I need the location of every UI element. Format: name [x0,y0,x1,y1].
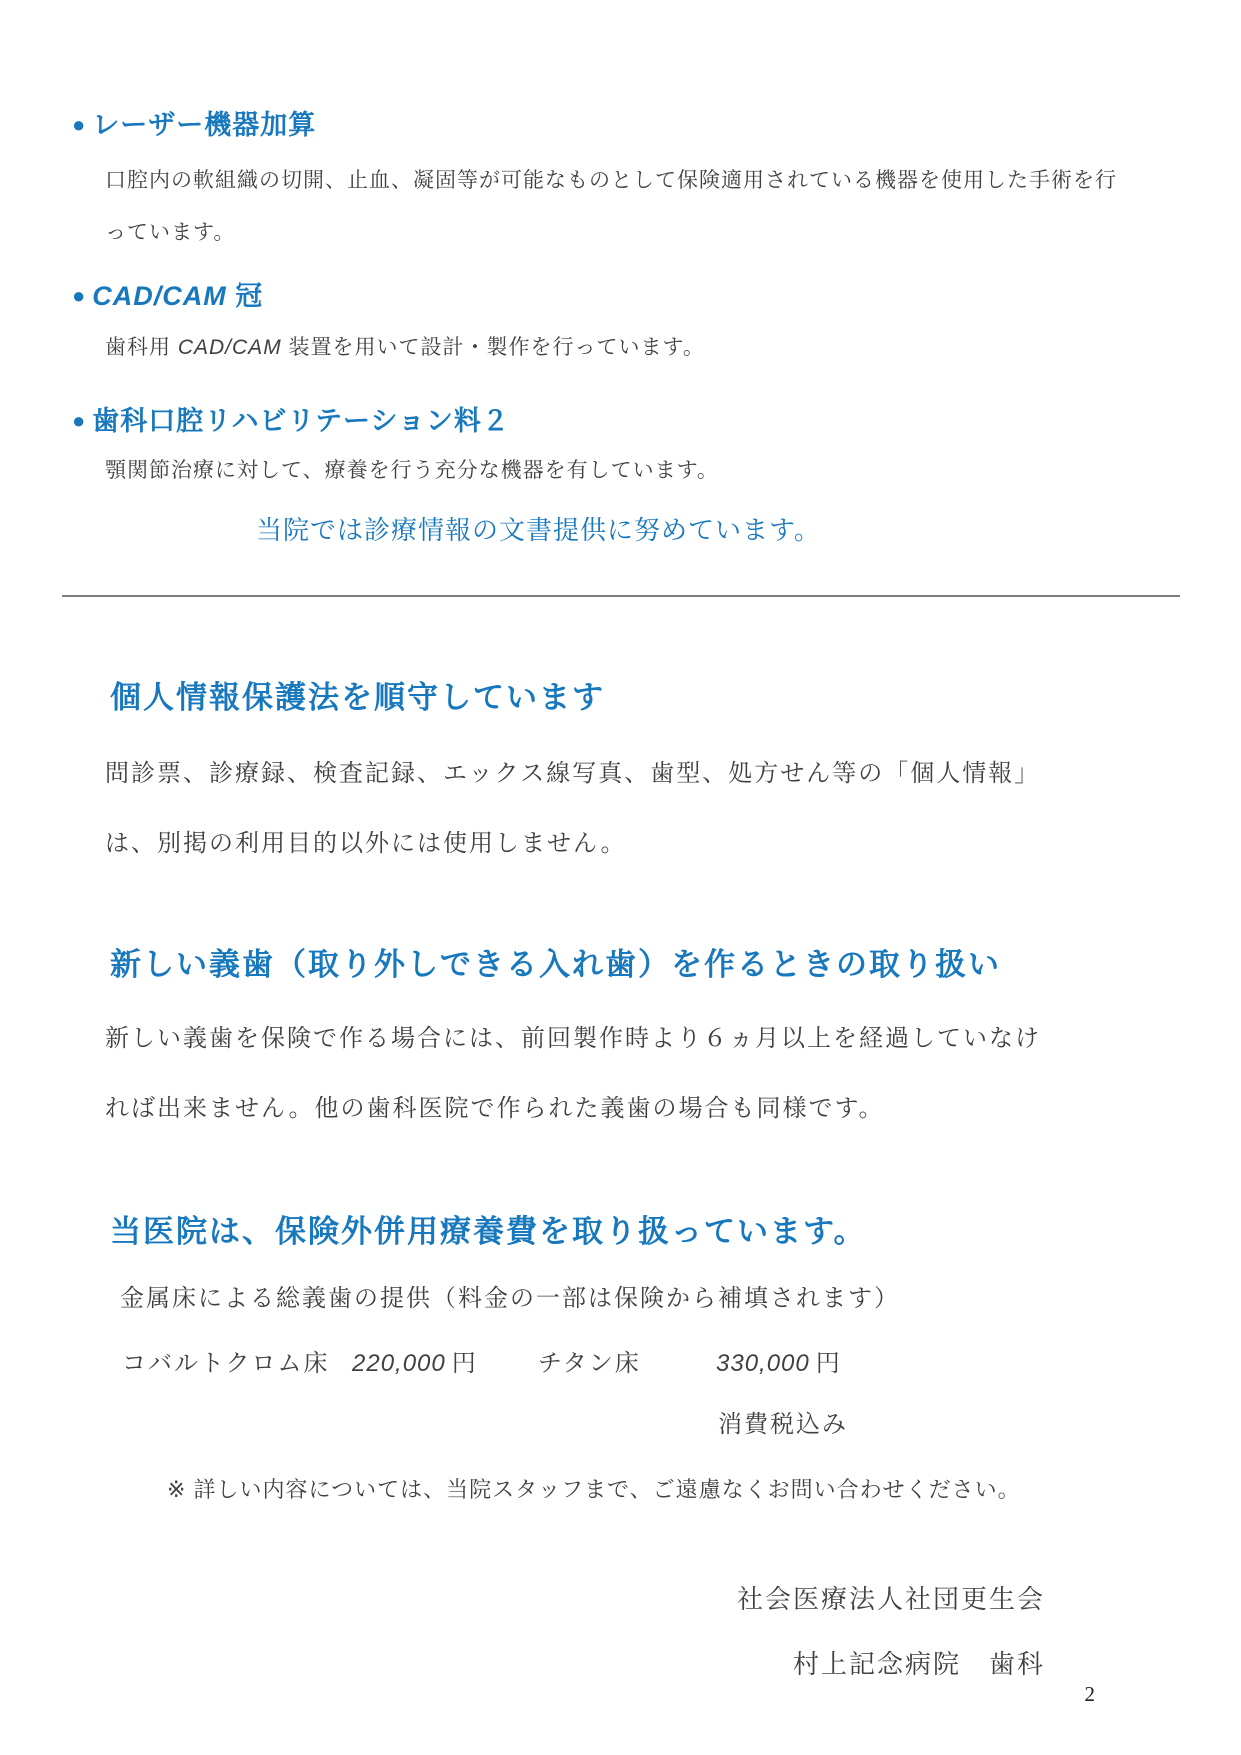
price-item-titanium-label: チタン床 [538,1350,641,1377]
bullet-laser-body-line1: 口腔内の軟組織の切開、止血、凝固等が可能なものとして保険適用されている機器を使用した手術を行 [105,169,1117,192]
bullet-cadcam-body [105,337,705,358]
document-notice: 当院では診療情報の文書提供に努めています。 [256,515,821,545]
bullet-cadcam-body-italic: CAD/CAM [177,336,282,359]
bullet-cadcam-title-rest: 冠 [226,281,264,311]
section-privacy-body-line1: 問診票、診療録、検査記録、エックス線写真、歯型、処方せん等の「個人情報」 [105,760,1041,787]
price-item-titanium-value [716,1352,841,1376]
bullet-cadcam-title [72,283,263,310]
price-item-cobalt-value [352,1352,477,1376]
section-denture-body-line2: れば出来ません。他の歯科医院で作られた義歯の場合も同様です。 [105,1095,885,1122]
section-mixed-billing-heading: 当医院は、保険外併用療養費を取り扱っています。 [110,1214,867,1249]
page-number: 2 [1084,1682,1095,1706]
bullet-laser-title-text: レーザー機器加算 [92,110,317,140]
price-item-cobalt-amount: 220,000 [352,1350,446,1377]
bullet-rehab-title [72,408,510,435]
bullet-icon: ● [72,408,87,433]
bullet-cadcam-title-italic: CAD/CAM [92,281,227,311]
bullet-rehab-body: 顎関節治療に対して、療養を行う充分な機器を有しています。 [105,459,719,482]
section-denture-heading: 新しい義歯（取り外しできる入れ歯）を作るときの取り扱い [110,947,1001,982]
tax-included-note: 消費税込み [718,1411,848,1438]
bullet-laser-body-line2: っています。 [105,221,236,244]
bullet-laser-title [72,112,316,139]
bullet-icon: ● [72,112,87,137]
price-item-titanium-amount: 330,000 [716,1350,810,1377]
footer-department: 村上記念病院 歯科 [792,1649,1045,1679]
section-privacy-body-line2: は、別掲の利用目的以外には使用しません。 [105,830,627,857]
bullet-cadcam-body-pre: 歯科用 [105,336,178,359]
price-item-titanium-unit: 円 [815,1350,841,1377]
section-denture-body-line1: 新しい義歯を保険で作る場合には、前回製作時より６ヵ月以上を経過していなけ [105,1025,1041,1052]
horizontal-divider [62,595,1180,597]
price-item-cobalt-unit: 円 [451,1350,477,1377]
price-item-cobalt-label: コバルトクロム床 [122,1350,330,1377]
bullet-cadcam-body-post: 装置を用いて設計・製作を行っています。 [281,336,705,359]
bullet-rehab-title-text: 歯科口腔リハビリテーション料２ [92,406,510,436]
contact-note: ※ 詳しい内容については、当院スタッフまで、ご遠慮なくお問い合わせください。 [167,1477,1021,1502]
section-mixed-billing-intro: 金属床による総義歯の提供（料金の一部は保険から補填されます） [120,1285,900,1312]
footer-organization: 社会医療法人社団更生会 [736,1584,1045,1614]
section-privacy-heading: 個人情報保護法を順守しています [110,680,605,715]
bullet-icon: ● [72,283,87,308]
